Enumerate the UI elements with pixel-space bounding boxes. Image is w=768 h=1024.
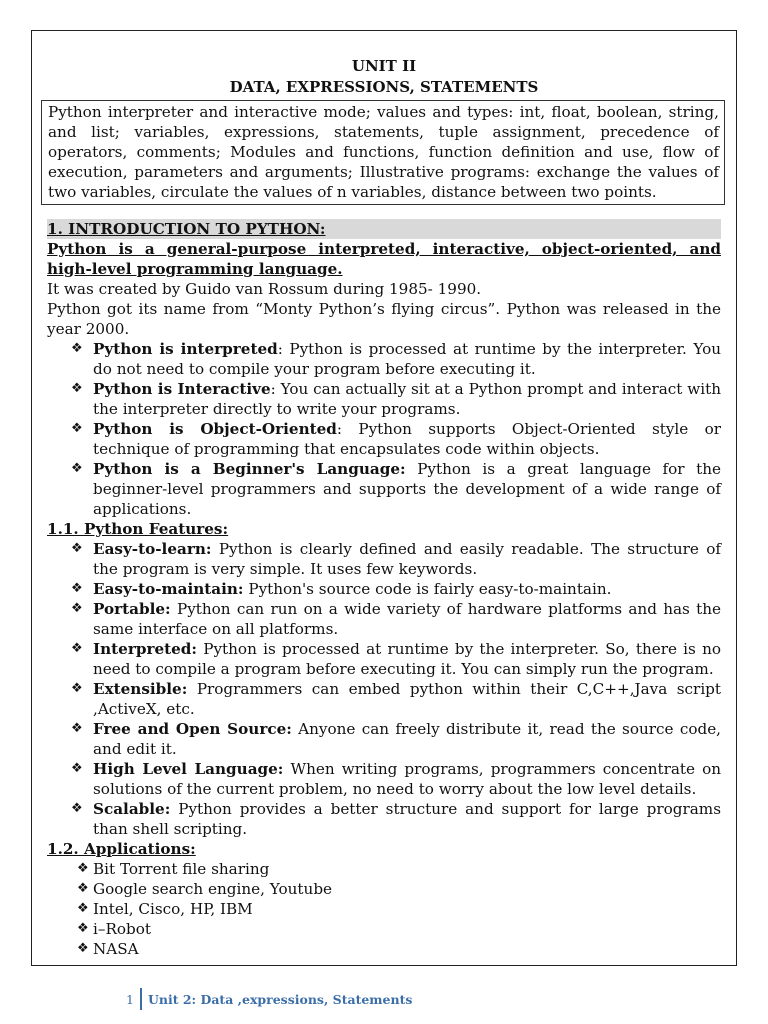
- list-item: [71, 639, 721, 679]
- feature-term: High Level Language:: [93, 760, 284, 778]
- list-item: [71, 799, 721, 839]
- list-item: [71, 539, 721, 579]
- page-footer: [126, 988, 412, 1010]
- intro-name-origin: Python got its name from “Monty Python’s flying circus”. Python was released in the year 2000.: [47, 300, 721, 338]
- list-item: ❖ NASA: [77, 940, 139, 958]
- intro-points-list: [47, 339, 721, 519]
- diamond-bullet-icon: ❖: [71, 601, 83, 616]
- list-item: ❖ Bit Torrent file sharing: [77, 860, 270, 878]
- diamond-bullet-icon: ❖: [71, 461, 83, 476]
- point-term: Python is Interactive: [93, 380, 271, 398]
- intro-created: It was created by Guido van Rossum during 1985- 1990.: [47, 280, 482, 298]
- feature-text: Anyone can freely distribute it, read the source code, and edit it.: [93, 720, 722, 758]
- diamond-bullet-icon: ❖: [71, 801, 83, 816]
- list-item: [71, 719, 722, 759]
- section-title-intro: 1. INTRODUCTION TO PYTHON:: [47, 219, 721, 239]
- list-item: ❖ Intel, Cisco, HP, IBM: [77, 900, 253, 918]
- diamond-bullet-icon: ❖: [77, 901, 89, 916]
- section-title-features: 1.1. Python Features:: [47, 520, 229, 538]
- unit-title: DATA, EXPRESSIONS, STATEMENTS: [229, 78, 539, 96]
- point-text: You can actually sit at a Python prompt and interact with the interpreter directly to write your programs.: [93, 380, 721, 418]
- footer-text: Unit 2: Data ,expressions, Statements: [147, 991, 413, 1007]
- diamond-bullet-icon: ❖: [77, 941, 89, 956]
- list-item: [71, 679, 721, 719]
- section-title-applications: 1.2. Applications:: [47, 840, 196, 858]
- features-list: [47, 539, 721, 839]
- page-number: 1: [126, 991, 134, 1007]
- diamond-bullet-icon: ❖: [71, 381, 83, 396]
- diamond-bullet-icon: ❖: [71, 761, 83, 776]
- list-item: ❖ Google search engine, Youtube: [77, 880, 333, 898]
- diamond-bullet-icon: ❖: [71, 581, 83, 596]
- feature-term: Scalable:: [93, 800, 171, 818]
- list-item: ❖ Python is interpreted: Python is processed at runtime by the interpreter. You do not need to compile your program before executing it.: [71, 340, 721, 378]
- feature-term: Easy-to-learn:: [93, 540, 212, 558]
- point-term: Python is interpreted: [93, 340, 278, 358]
- feature-text: Python provides a better structure and support for large programs than shell scripting.: [93, 800, 721, 838]
- feature-term: Portable:: [93, 600, 171, 618]
- diamond-bullet-icon: ❖: [71, 721, 83, 736]
- list-item: [71, 599, 721, 639]
- list-item: ❖ Python is Interactive: You can actually sit at a Python prompt and interact with the interpreter directly to write your programs.: [71, 380, 721, 418]
- list-item: ❖ Python is Object-Oriented: Python supports Object-Oriented style or technique of programming that encapsulates code within objects.: [71, 420, 721, 458]
- unit-label: UNIT II: [351, 57, 417, 75]
- diamond-bullet-icon: ❖: [77, 861, 89, 876]
- footer-divider: [140, 988, 142, 1010]
- intro-statement: Python is a general-purpose interpreted, interactive, object-oriented, and high-level programming language.: [47, 240, 721, 278]
- point-term: Python is Object-Oriented: [93, 420, 337, 438]
- point-term: Python is a Beginner's Language:: [93, 460, 406, 478]
- feature-term: Free and Open Source:: [93, 720, 292, 738]
- list-item: [71, 759, 722, 799]
- point-text: Python is a great language for the beginner-level programmers and supports the development of a wide range of applications.: [93, 460, 722, 518]
- feature-text: Programmers can embed python within their C,C++,Java script ,ActiveX, etc.: [93, 680, 721, 718]
- feature-text: When writing programs, programmers concentrate on solutions of the current problem, no need to worry about the low level details.: [93, 760, 722, 798]
- feature-term: Extensible:: [93, 680, 188, 698]
- diamond-bullet-icon: ❖: [71, 421, 83, 436]
- feature-term: Easy-to-maintain:: [93, 580, 244, 598]
- list-item: ❖ i–Robot: [77, 920, 151, 938]
- diamond-bullet-icon: ❖: [71, 341, 83, 356]
- diamond-bullet-icon: ❖: [71, 541, 83, 556]
- diamond-bullet-icon: ❖: [71, 641, 83, 656]
- feature-text: Python's source code is fairly easy-to-maintain.: [248, 580, 612, 598]
- diamond-bullet-icon: ❖: [71, 681, 83, 696]
- feature-text: Python can run on a wide variety of hardware platforms and has the same interface on all platforms.: [93, 600, 721, 638]
- feature-term: Interpreted:: [93, 640, 198, 658]
- diamond-bullet-icon: ❖: [77, 921, 89, 936]
- diamond-bullet-icon: ❖: [77, 881, 89, 896]
- list-item: [71, 579, 721, 599]
- applications-list: [47, 859, 721, 959]
- list-item: [71, 459, 722, 519]
- feature-text: Python is processed at runtime by the interpreter. So, there is no need to compile a program before executing it. You can simply run the program.: [93, 640, 721, 678]
- document-content: [47, 56, 721, 959]
- point-text: Python is processed at runtime by the interpreter. You do not need to compile your program before executing it.: [93, 340, 721, 378]
- syllabus-box: Python interpreter and interactive mode; values and types: int, float, boolean, string, and list; variables, expressions, statements, tuple assignment, precedence of operators, comments; Modules and functions, function definition and use, flow of execution, parameters and arguments; Illustrative programs: exchange the values of two variables, circulate the values of n variables, distance between two points.: [41, 100, 725, 205]
- feature-text: Python is clearly defined and easily readable. The structure of the program is very simple. It uses few keywords.: [93, 540, 721, 578]
- point-text: Python supports Object-Oriented style or technique of programming that encapsulates code within objects.: [93, 420, 721, 458]
